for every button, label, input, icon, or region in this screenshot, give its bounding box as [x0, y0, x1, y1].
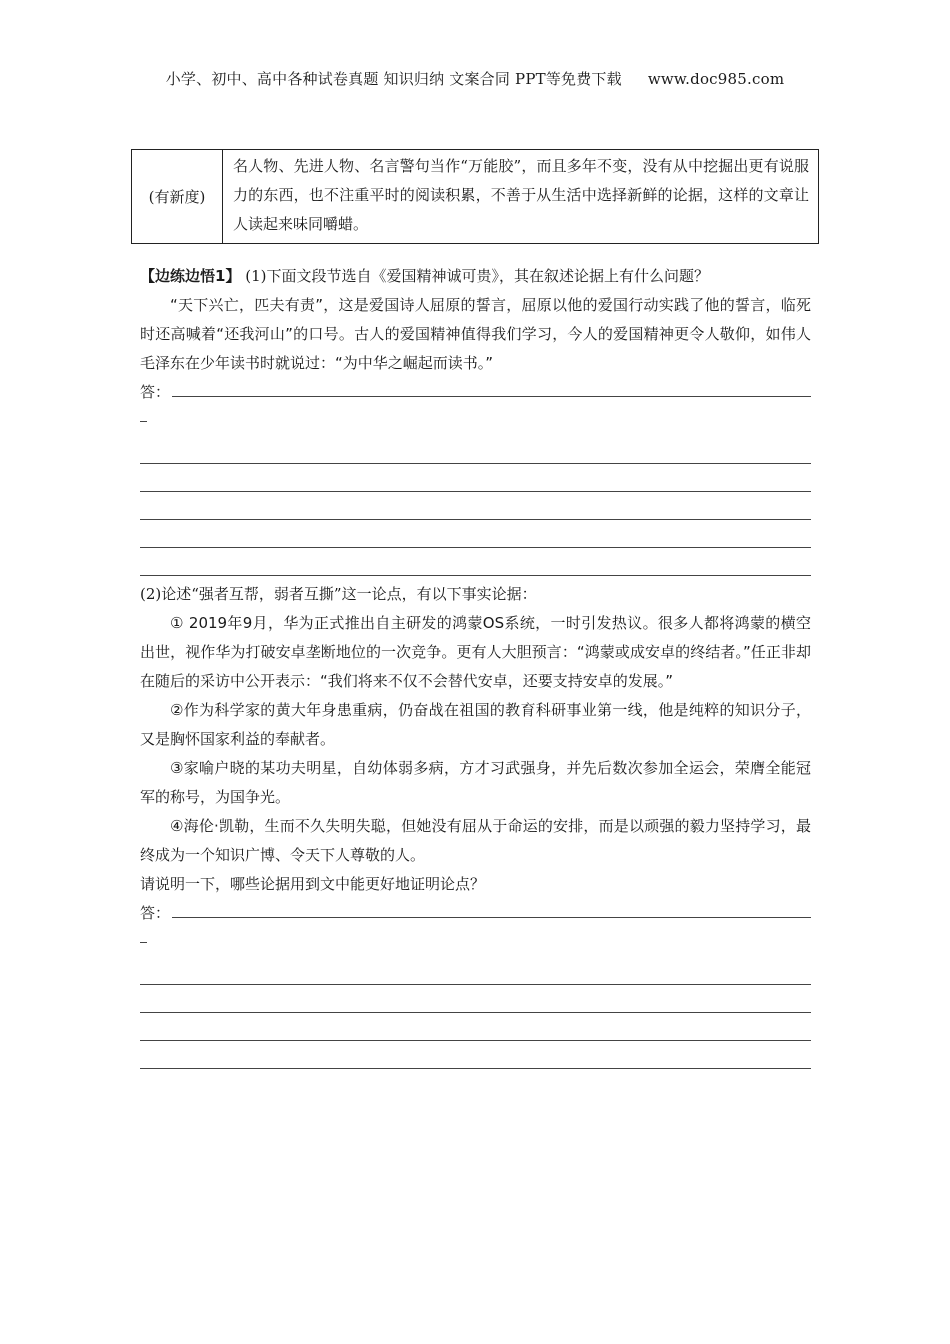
answer-2-blank-line[interactable]	[140, 1041, 811, 1069]
evidence-item-4: ④海伦·凯勒，生而不久失明失聪，但她没有屈从于命运的安排，而是以顽强的毅力坚持学习，最终成为一个知识广博、令天下人尊敬的人。	[140, 817, 811, 864]
note-table-row	[132, 150, 819, 244]
answer-2-dash	[140, 928, 811, 957]
question-1-text: (1)下面文段节选自《爱国精神诚可贵》，其在叙述论据上有什么问题？	[240, 267, 709, 285]
answer-2-row[interactable]	[140, 899, 811, 928]
exercise-tag: 【边练边悟1】	[140, 267, 241, 285]
answer-2-blank-line[interactable]	[140, 1013, 811, 1041]
answer-1-line[interactable]	[172, 396, 811, 397]
evidence-item-3: ③家喻户晓的某功夫明星，自幼体弱多病，方才习武强身，并先后数次参加全运会，荣膺全能冠军的称号，为国争光。	[140, 759, 811, 806]
evidence-item-2: ②作为科学家的黄大年身患重病，仍奋战在祖国的教育科研事业第一线，他是纯粹的知识分子，又是胸怀国家利益的奉献者。	[140, 701, 811, 748]
answer-1-dash	[140, 407, 811, 436]
question-2: (2)论述“强者互帮，弱者互撕”这一论点，有以下事实论据：	[140, 585, 537, 603]
answer-1-blank-line[interactable]	[140, 464, 811, 492]
header-slogan: 小学、初中、高中各种试卷真题 知识归纳 文案合同 PPT等免费下载	[165, 70, 622, 88]
note-table-label: (有新度)	[132, 150, 223, 244]
answer-2-label: 答：	[140, 904, 171, 922]
answer-2-blank-line[interactable]	[140, 985, 811, 1013]
note-table	[131, 149, 819, 244]
question-2-prompt: 请说明一下，哪些论据用到文中能更好地证明论点？	[140, 875, 486, 893]
answer-1-blank-line[interactable]	[140, 520, 811, 548]
exercise-section	[140, 262, 811, 1069]
passage-1: “天下兴亡，匹夫有责”，这是爱国诗人屈原的誓言，屈原以他的爱国行动实践了他的誓言，临死时还高喊着“还我河山”的口号。古人的爱国精神值得我们学习，今人的爱国精神更令人敬仰，如伟人毛泽东在少年读书时就说过：“为中华之崛起而读书。”	[140, 296, 811, 372]
note-table-content: 名人物、先进人物、名言警句当作“万能胶”，而且多年不变，没有从中挖掘出更有说服力的东西，也不注重平时的阅读积累，不善于从生活中选择新鲜的论据，这样的文章让人读起来味同嚼蜡。	[223, 150, 819, 244]
page-header	[0, 68, 950, 89]
answer-1-blank-line[interactable]	[140, 548, 811, 576]
answer-2-blank-line[interactable]	[140, 957, 811, 985]
question-1	[140, 262, 811, 291]
evidence-item-1: ① 2019年9月，华为正式推出自主研发的鸿蒙OS系统，一时引发热议。很多人都将鸿蒙的横空出世，视作华为打破安卓垄断地位的一次竞争。更有人大胆预言：“鸿蒙或成安卓的终结者。”任正非却在随后的采访中公开表示：“我们将来不仅不会替代安卓，还要支持安卓的发展。”	[140, 614, 811, 690]
answer-1-blank-line[interactable]	[140, 492, 811, 520]
answer-2-line[interactable]	[172, 917, 811, 918]
header-site-link[interactable]: www.doc985.com	[647, 70, 785, 88]
answer-1-label: 答：	[140, 383, 171, 401]
answer-1-blank-line[interactable]	[140, 436, 811, 464]
answer-1-row[interactable]	[140, 378, 811, 407]
